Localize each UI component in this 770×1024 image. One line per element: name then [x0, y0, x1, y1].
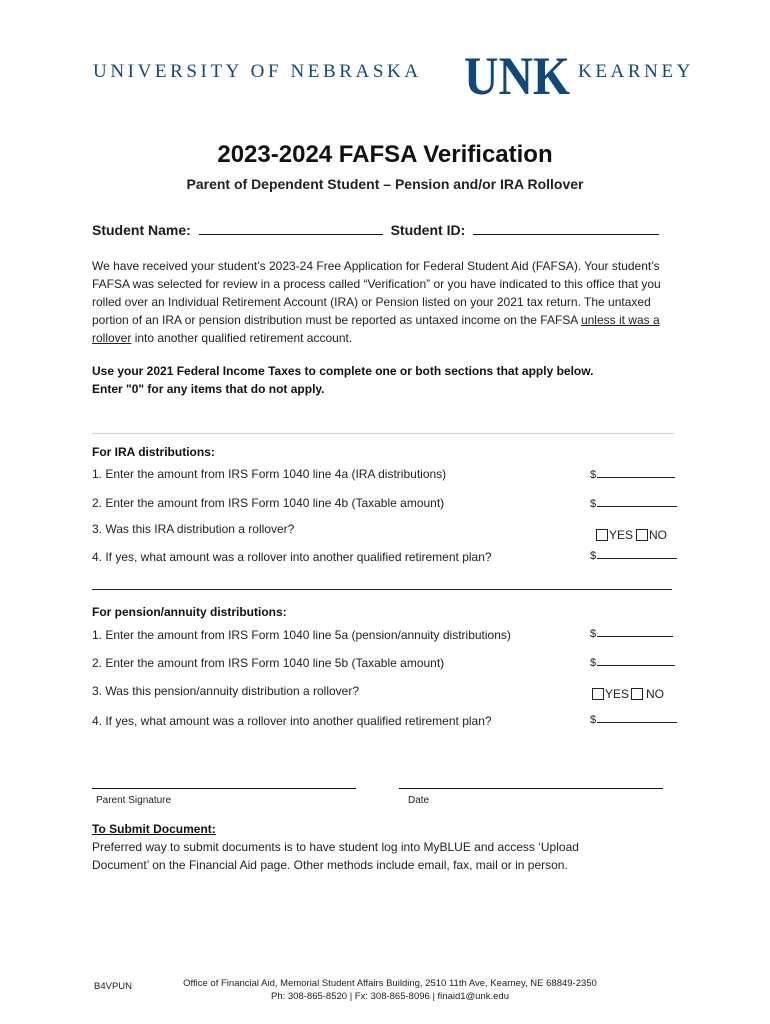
- dollar-sign: $: [590, 714, 597, 726]
- pension-rollover-choice: [592, 687, 664, 701]
- ira-yes-checkbox[interactable]: [596, 529, 608, 541]
- yes-label: YES: [609, 528, 634, 542]
- ira-item-2: 2. Enter the amount from IRS Form 1040 line 4b (Taxable amount): [92, 496, 445, 510]
- pension-item-1: 1. Enter the amount from IRS Form 1040 line 5a (pension/annuity distributions): [92, 628, 511, 642]
- pension-item-3: 3. Was this pension/annuity distribution a rollover?: [92, 684, 360, 698]
- footer-address: Office of Financial Aid, Memorial Student Affairs Building, 2510 11th Ave, Kearney, NE 68849-2350: [183, 978, 597, 989]
- student-name-label: Student Name:: [92, 222, 191, 238]
- instructions-line-2: Enter "0" for any items that do not apply.: [92, 382, 325, 396]
- instructions: [92, 362, 672, 398]
- amount-line: [597, 497, 677, 507]
- submit-body: Preferred way to submit documents is to have student log into MyBLUE and access ‘Upload Document’ on the Financial Aid page. Other methods include email, fax, mail or in person.: [92, 840, 579, 872]
- ira-item-3: 3. Was this IRA distribution a rollover?: [92, 522, 295, 536]
- form-code: B4VPUN: [94, 981, 133, 992]
- section-divider: [92, 589, 672, 590]
- pension-section-heading: For pension/annuity distributions:: [92, 605, 287, 619]
- page-subtitle: Parent of Dependent Student – Pension and/or IRA Rollover: [186, 176, 584, 192]
- dollar-sign: $: [590, 657, 597, 669]
- intro-text-start: We have received your student’s 2023-24 Free Application for Federal Student Aid (FAFSA). Your student’s FAFSA was selected for review in a process called “Verification” or you have indicated to this office that you rolled over an Individual Retirement Account (IRA) or Pension listed on your 2021 tax return. The untaxed portion of an IRA or pension distribution must be reported as untaxed income on the FAFSA: [92, 259, 661, 327]
- pension-no-checkbox[interactable]: [631, 688, 643, 700]
- ira-amount-2[interactable]: [590, 497, 677, 510]
- ira-item-1: 1. Enter the amount from IRS Form 1040 line 4a (IRA distributions): [92, 467, 447, 481]
- pension-yes-checkbox[interactable]: [592, 688, 604, 700]
- dollar-sign: $: [590, 498, 597, 510]
- footer-address-block: [0, 977, 770, 1003]
- amount-line: [597, 656, 675, 666]
- header-university-name: UNIVERSITY OF NEBRASKA: [93, 61, 422, 82]
- ira-amount-4[interactable]: [590, 547, 677, 562]
- divider: [92, 433, 674, 434]
- no-label: NO: [646, 687, 665, 701]
- amount-line: [597, 627, 673, 637]
- pension-item-2: 2. Enter the amount from IRS Form 1040 line 5b (Taxable amount): [92, 656, 445, 670]
- parent-signature-label: Parent Signature: [96, 795, 172, 806]
- submit-heading: To Submit Document:: [92, 822, 216, 836]
- amount-line: [597, 468, 675, 478]
- amount-line: [597, 711, 677, 723]
- header-campus-name: KEARNEY: [578, 61, 694, 82]
- intro-underlined-text: unless it was a rollover: [92, 313, 660, 345]
- ira-rollover-choice: [596, 528, 667, 542]
- pension-amount-1[interactable]: [590, 627, 673, 640]
- dollar-sign: $: [590, 628, 597, 640]
- intro-paragraph: [92, 257, 672, 347]
- dollar-sign: $: [590, 469, 597, 481]
- unk-logo: [462, 50, 572, 100]
- page-title: 2023-2024 FAFSA Verification: [217, 141, 553, 168]
- intro-text-end: into another qualified retirement account.: [131, 331, 353, 345]
- footer-contact: Ph: 308-865-8520 | Fx: 308-865-8096 | finaid1@unk.edu: [271, 991, 509, 1002]
- amount-line: [597, 547, 677, 559]
- ira-item-4: 4. If yes, what amount was a rollover into another qualified retirement plan?: [92, 550, 492, 564]
- student-id-label: Student ID:: [390, 222, 466, 238]
- date-label: Date: [408, 795, 430, 806]
- ira-amount-1[interactable]: [590, 468, 675, 481]
- unk-logo-text: UNK: [464, 50, 570, 100]
- instructions-line-1: Use your 2021 Federal Income Taxes to complete one or both sections that apply below.: [92, 364, 594, 378]
- parent-signature-line[interactable]: [92, 788, 356, 789]
- ira-section-heading: For IRA distributions:: [92, 445, 215, 459]
- pension-item-4: 4. If yes, what amount was a rollover into another qualified retirement plan?: [92, 714, 492, 728]
- no-label: NO: [649, 528, 668, 542]
- pension-amount-4[interactable]: [590, 711, 677, 726]
- dollar-sign: $: [590, 550, 597, 562]
- pension-amount-2[interactable]: [590, 656, 675, 669]
- student-name-field[interactable]: [199, 221, 383, 235]
- yes-label: YES: [605, 687, 630, 701]
- student-fields-row: [92, 221, 659, 238]
- ira-no-checkbox[interactable]: [636, 529, 648, 541]
- student-id-field[interactable]: [473, 221, 659, 235]
- date-line[interactable]: [399, 788, 663, 789]
